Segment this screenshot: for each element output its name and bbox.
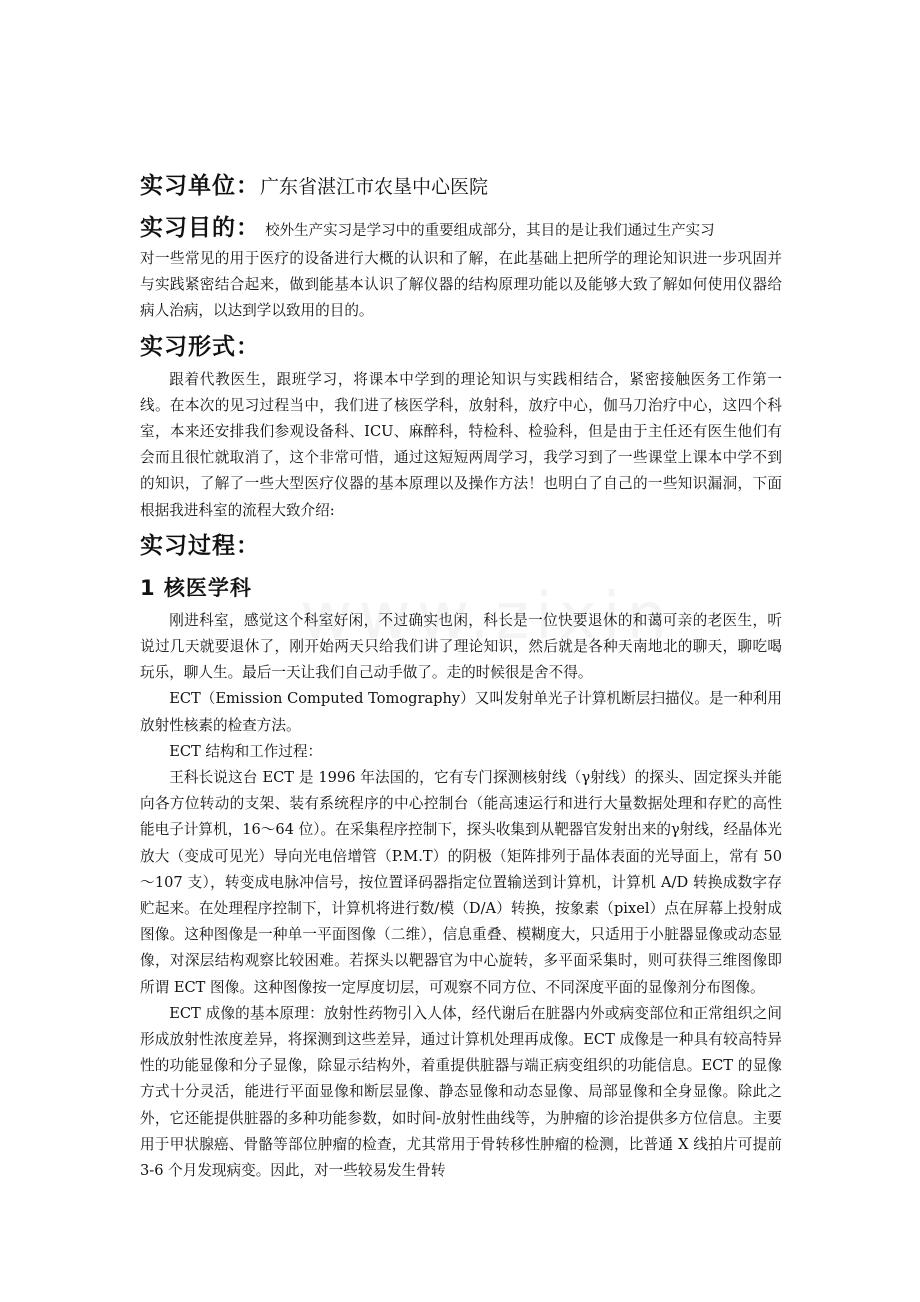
paragraph: ECT（Emission Computed Tomography）又叫发射单光子计算机断层扫描仪。是一种利用放射性核素的检查方法。 (140, 690, 782, 734)
internship-purpose-first-line (140, 210, 782, 246)
paragraph: 刚进科室，感觉这个科室好闲，不过确实也闲，科长是一位快要退休的和蔼可亲的老医生，听说过几天就要退休了，刚开始两天只给我们讲了理论知识，然后就是各种天南地北的聊天，聊吃喝玩乐，聊人生。最后一天让我们自己动手做了。走的时候很是舍不得。 (140, 611, 782, 682)
internship-purpose-text: 对一些常见的用于医疗的设备进行大概的认识和了解，在此基础上把所学的理论知识进一步巩固并与实践紧密结合起来，做到能基本认识了解仪器的结构原理功能以及能够大致了解如何使用仪器给病人治病，以达到学以致用的目的。 (140, 250, 782, 320)
internship-process-heading: 实习过程： (140, 532, 260, 559)
internship-unit (140, 166, 782, 206)
internship-purpose-text-start: 校外生产实习是学习中的重要组成部分，其目的是让我们通过生产实习 (265, 223, 715, 239)
internship-unit-value: 广东省湛江市农垦中心医院 (260, 176, 489, 198)
paragraph: 王科长说这台 ECT 是 1996 年法国的，它有专门探测核射线（γ射线）的探头、固定探头并能向各方位转动的支架、装有系统程序的中心控制台（能高速运行和进行大量数据处理和存贮的高性能电子计算机，16～64 位）。在采集程序控制下，探头收集到从靶器官发射出来的γ射线，经晶体光放大（变成可见光）导向光电倍增管（P.M.T）的阴极（矩阵排列于晶体表面的光导面上，常有 50～107 支），转变成电脉冲信号，按位置译码器指定位置输送到计算机，计算机 A/D 转换成数字存贮起来。在处理程序控制下，计算机将进行数/模（D/A）转换，按象素（pixel）点在屏幕上投射成图像。这种图像是一种单一平面图像（二维），信息重叠、模糊度大，只适用于小脏器显像或动态显像，对深层结构观察比较困难。若探头以靶器官为中心旋转，多平面采集时，则可获得三维图像即所谓 ECT 图像。这种图像按一定厚度切层，可观察不同方位、不同深度平面的显像剂分布图像。 (140, 769, 782, 996)
paragraph: ECT 结构和工作过程： (169, 742, 323, 760)
internship-form-paragraph: 跟着代教医生，跟班学习，将课本中学到的理论知识与实践相结合，紧密接触医务工作第一线。在本次的见习过程当中，我们进了核医学科，放射科，放疗中心，伽马刀治疗中心，这四个科室，本来还安排我们参观设备科、ICU、麻醉科，特检科、检验科，但是由于主任还有医生他们有会而且很忙就取消了，这个非常可惜，通过这短短两周学习，我学习到了一些课堂上课本中学不到的知识，了解了一些大型医疗仪器的基本原理以及操作方法！也明白了自己的一些知识漏洞，下面根据我进科室的流程大致介绍: (140, 370, 782, 519)
section-heading-nuclear-medicine: 1 核医学科 (140, 575, 252, 600)
document-body (140, 166, 782, 1184)
internship-purpose-label: 实习目的： (140, 215, 260, 241)
internship-form-heading: 实习形式： (140, 333, 260, 360)
internship-unit-label: 实习单位： (140, 173, 260, 199)
internship-purpose (140, 210, 782, 325)
paragraph: ECT 成像的基本原理：放射性药物引入人体，经代谢后在脏器内外或病变部位和正常组织之间形成放射性浓度差异，将探测到这些差异，通过计算机处理再成像。ECT 成像是一种具有较高特异性的功能显像和分子显像，除显示结构外，着重提供脏器与端正病变组织的功能信息。ECT 的显像方式十分灵活，能进行平面显像和断层显像、静态显像和动态显像、局部显像和全身显像。除此之外，它还能提供脏器的多种功能参数，如时间-放射性曲线等，为肿瘤的诊治提供多方位信息。主要用于甲状腺癌、骨骼等部位肿瘤的检查，尤其常用于骨转移性肿瘤的检测，比普通 X 线拍片可提前 3-6 个月发现病变。因此，对一些较易发生骨转 (140, 1004, 782, 1180)
